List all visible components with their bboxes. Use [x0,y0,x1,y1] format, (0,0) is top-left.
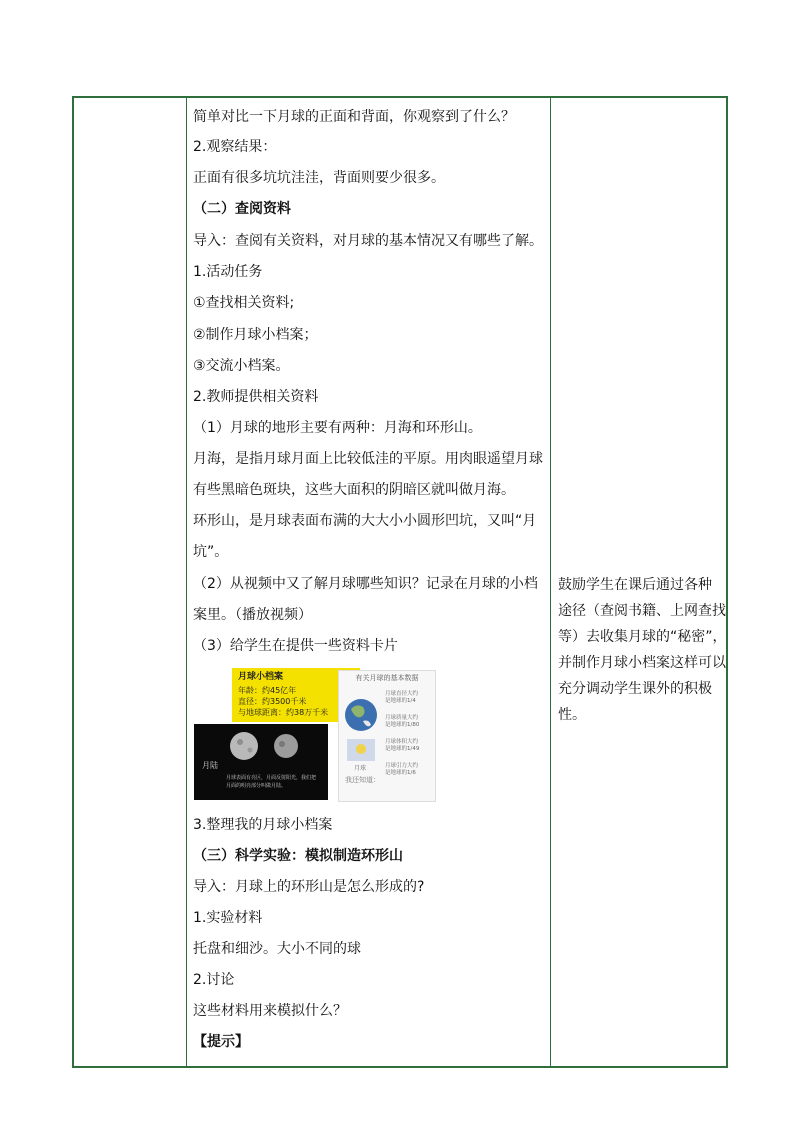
text-line: （2）从视频中又了解月球哪些知识？记录在月球的小档 [193,576,538,592]
section-heading: （三）科学实验：模拟制造环形山 [193,848,403,864]
note-line: 鼓励学生在课后通过各种 [558,577,712,593]
card-row: 年龄：约45亿年 [238,686,297,695]
card-label: 月陆 [202,761,218,770]
text-line: 有些黑暗色斑块，这些大面积的阴暗区就叫做月海。 [193,482,515,498]
text-line: ②制作月球小档案； [193,327,318,343]
text-line: 1.活动任务 [193,264,263,280]
design-note [558,572,727,728]
text-line: 托盘和细沙。大小不同的球 [193,941,361,957]
data-row: 是地球的1/6 [385,770,416,776]
text-line: 导入：查阅有关资料，对月球的基本情况又有哪些了解。 [193,233,543,249]
note-line: 充分调动学生课外的积极 [558,681,712,697]
data-row: 月球质量大约 [385,715,419,721]
text-line: 月海，是指月球月面上比较低洼的平原。用肉眼遥望月球 [193,451,543,467]
lesson-table [72,96,728,1068]
text-line: 2.教师提供相关资料 [193,389,319,405]
data-row: 是地球的1/80 [385,722,420,728]
data-row: 是地球的1/4 [385,698,416,704]
text-line: ①查找相关资料; [193,295,295,311]
text-line: 2.讨论 [193,972,235,988]
note-line: 途径（查阅书籍、上网查找 [558,603,726,619]
data-row: 月球引力大约 [385,763,419,769]
note-line: 性。 [558,707,586,723]
text-line: 导入：月球上的环形山是怎么形成的? [193,879,425,895]
note-line: 并制作月球小档案这样可以 [558,655,726,671]
text-line: 环形山，是月球表面布满的大大小小圆形凹坑，又叫“月 [193,513,537,529]
text-line: ③交流小档案。 [193,358,290,374]
card-title: 月球小档案 [238,672,284,682]
text-line: 2.观察结果： [193,139,277,155]
text-line: 3.整理我的月球小档案 [193,817,333,833]
column-divider-left [186,98,187,1066]
moon-label: 月球 [354,765,367,772]
text-line: 案里。（播放视频） [193,607,312,623]
hint-label: 【提示】 [193,1034,249,1050]
moon-land-card [194,724,328,800]
card-row: 与地球距离：约38万千米 [238,708,329,717]
card-title: 有关月球的基本数据 [355,674,419,682]
text-line: （3）给学生在提供一些资料卡片 [193,638,398,654]
text-line: 这些材料用来模拟什么？ [193,1003,347,1019]
lesson-content-column [188,98,550,1066]
text-line: 简单对比一下月球的正面和背面，你观察到了什么？ [193,109,515,125]
note-line: 等）去收集月球的“秘密”， [558,629,727,645]
column-divider-right [550,98,551,1066]
text-line: （1）月球的地形主要有两种：月海和环形山。 [193,420,482,436]
card-caption: 月面的明亮部分叫做月陆。 [226,783,287,789]
moon-data-card [338,670,436,802]
card-caption: 月球表面有亮区，月面反射阳光，我们把 [226,775,317,781]
text-line: 1.实验材料 [193,910,263,926]
data-row: 月球直径大约 [385,691,419,697]
text-line: 坑”。 [193,544,229,560]
card-footer: 我还知道： [345,776,380,784]
design-intent-column [552,98,727,1066]
data-row: 是地球的1/49 [385,746,420,752]
card-row: 直径：约3500千米 [238,697,307,706]
section-heading: （二）查阅资料 [193,201,291,217]
data-row: 月球体积大约 [385,739,419,745]
text-line: 正面有很多坑坑洼洼，背面则要少很多。 [193,170,445,186]
